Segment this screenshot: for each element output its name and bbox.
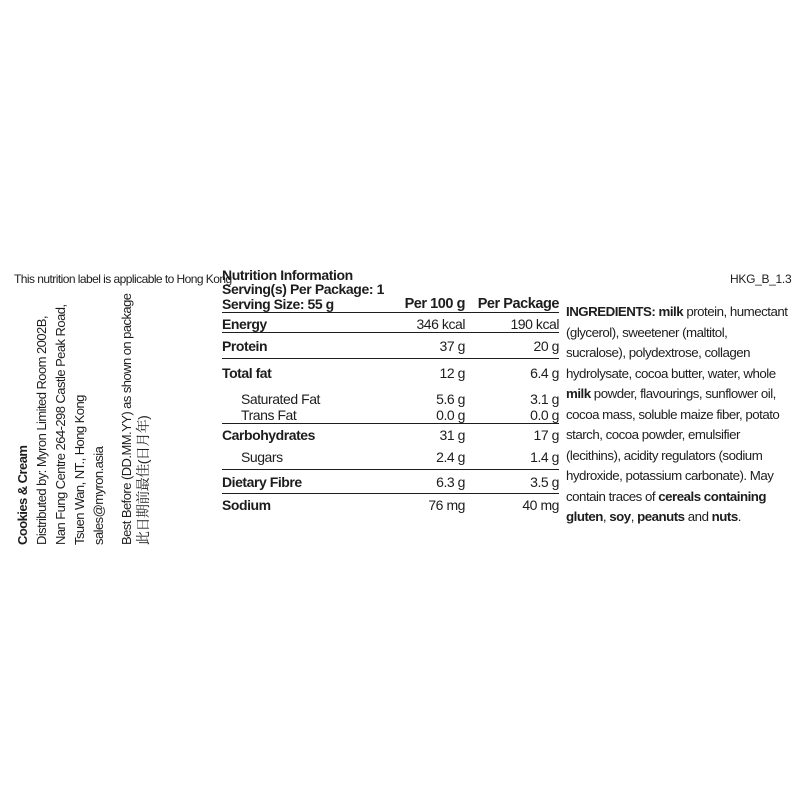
nutrition-row-total-fat bbox=[222, 359, 559, 391]
ingredient-allergen: milk bbox=[566, 386, 591, 401]
nutrient-perpack: 6.4 g bbox=[530, 365, 559, 381]
nutrient-name: Sodium bbox=[222, 497, 271, 513]
ingredient-text: and bbox=[684, 509, 712, 524]
distributor-line-3: Tsuen Wan, NT., Hong Kong bbox=[72, 395, 87, 545]
nutrient-perpack: 40 mg bbox=[522, 497, 559, 513]
nutrition-table bbox=[222, 296, 559, 516]
nutrient-perpack: 3.5 g bbox=[465, 470, 559, 494]
ingredient-text: , bbox=[630, 509, 638, 524]
nutrition-row-energy bbox=[222, 313, 559, 333]
nutrition-row-dietary-fibre bbox=[222, 470, 559, 494]
col-per100-header: Per 100 g bbox=[362, 296, 465, 313]
nutrient-name: Protein bbox=[222, 333, 362, 359]
nutrition-row-saturated-fat bbox=[222, 391, 559, 407]
col-perpack-header: Per Package bbox=[465, 296, 559, 313]
nutrient-perpack: 20 g bbox=[465, 333, 559, 359]
ingredients-text bbox=[566, 302, 788, 528]
ingredient-allergen: peanuts bbox=[637, 509, 685, 524]
ingredient-text: protein, humectant (glycerol), sweetener (maltitol, sucralose), polydextrose, collagen hydrolysate, cocoa butter, water, whole bbox=[566, 304, 788, 381]
nutrient-per100: 6.3 g bbox=[362, 470, 465, 494]
nutrient-perpack: 1.4 g bbox=[465, 446, 559, 470]
nutrient-per100: 0.0 g bbox=[362, 407, 465, 424]
nutrient-name: Sugars bbox=[222, 446, 362, 470]
ingredient-allergen: soy bbox=[609, 509, 631, 524]
nutrient-per100: 5.6 g bbox=[436, 390, 465, 407]
ingredient-allergen: nuts bbox=[711, 509, 738, 524]
nutrient-per100: 2.4 g bbox=[362, 446, 465, 470]
best-before-zh-line: 此日期前最佳(日月年) bbox=[135, 415, 151, 545]
nutrition-row-sugars bbox=[222, 446, 559, 470]
nutrient-name: Energy bbox=[222, 313, 362, 333]
servings-per-package: Serving(s) Per Package: 1 bbox=[222, 281, 384, 297]
best-before-line: Best Before (DD.MM.YY) as shown on package bbox=[119, 293, 134, 545]
nutrient-per100: 37 g bbox=[362, 333, 465, 359]
nutrient-name: Carbohydrates bbox=[222, 427, 315, 443]
nutrition-row-carbohydrates bbox=[222, 424, 559, 446]
nutrient-perpack: 0.0 g bbox=[465, 407, 559, 424]
ingredient-text: , bbox=[602, 509, 610, 524]
nutrient-perpack: 3.1 g bbox=[530, 390, 559, 407]
nutrient-name: Saturated Fat bbox=[241, 390, 320, 407]
nutrition-row-protein bbox=[222, 333, 559, 359]
nutrient-per100: 31 g bbox=[439, 427, 465, 443]
ingredient-allergen: milk bbox=[658, 304, 684, 319]
ingredient-allergen: cereals containing gluten bbox=[566, 488, 767, 524]
nutrient-perpack: 190 kcal bbox=[465, 313, 559, 333]
ingredient-text: . bbox=[737, 509, 741, 524]
nutrient-name: Trans Fat bbox=[222, 407, 362, 424]
product-name: Cookies & Cream bbox=[15, 445, 30, 545]
nutrition-header-row bbox=[222, 296, 559, 313]
distributor-email: sales@myron.asia bbox=[91, 446, 106, 545]
nutrient-name: Total fat bbox=[222, 365, 272, 381]
distributor-block bbox=[14, 295, 166, 545]
nutrient-name: Dietary Fibre bbox=[222, 470, 362, 494]
nutrition-title: Nutrition Information bbox=[222, 267, 353, 283]
nutrient-per100: 12 g bbox=[439, 365, 465, 381]
distributor-line-1: Distributed by: Myron Limited Room 2002B, bbox=[34, 316, 49, 545]
ingredients-label: INGREDIENTS: bbox=[566, 304, 656, 319]
label-applicability-note: This nutrition label is applicable to Hong Kong bbox=[14, 272, 232, 286]
nutrition-panel bbox=[222, 268, 559, 516]
distributor-line-2: Nan Fung Centre 264-298 Castle Peak Road, bbox=[53, 304, 68, 545]
nutrient-per100: 346 kcal bbox=[362, 313, 465, 333]
nutrient-per100: 76 mg bbox=[428, 497, 465, 513]
serving-size: Serving Size: 55 g bbox=[222, 296, 362, 313]
ingredient-text: powder, flavourings, sunflower oil, cocoa mass, soluble maize fiber, potato starch, cocoa powder, emulsifier (lecithins), acidity regulators (sodium hydroxide, potassium carbonate). May contain traces of bbox=[566, 386, 780, 504]
nutrition-row-sodium bbox=[222, 494, 559, 516]
label-code: HKG_B_1.3 bbox=[730, 272, 792, 286]
nutrition-row-trans-fat bbox=[222, 407, 559, 424]
nutrient-perpack: 17 g bbox=[533, 427, 559, 443]
